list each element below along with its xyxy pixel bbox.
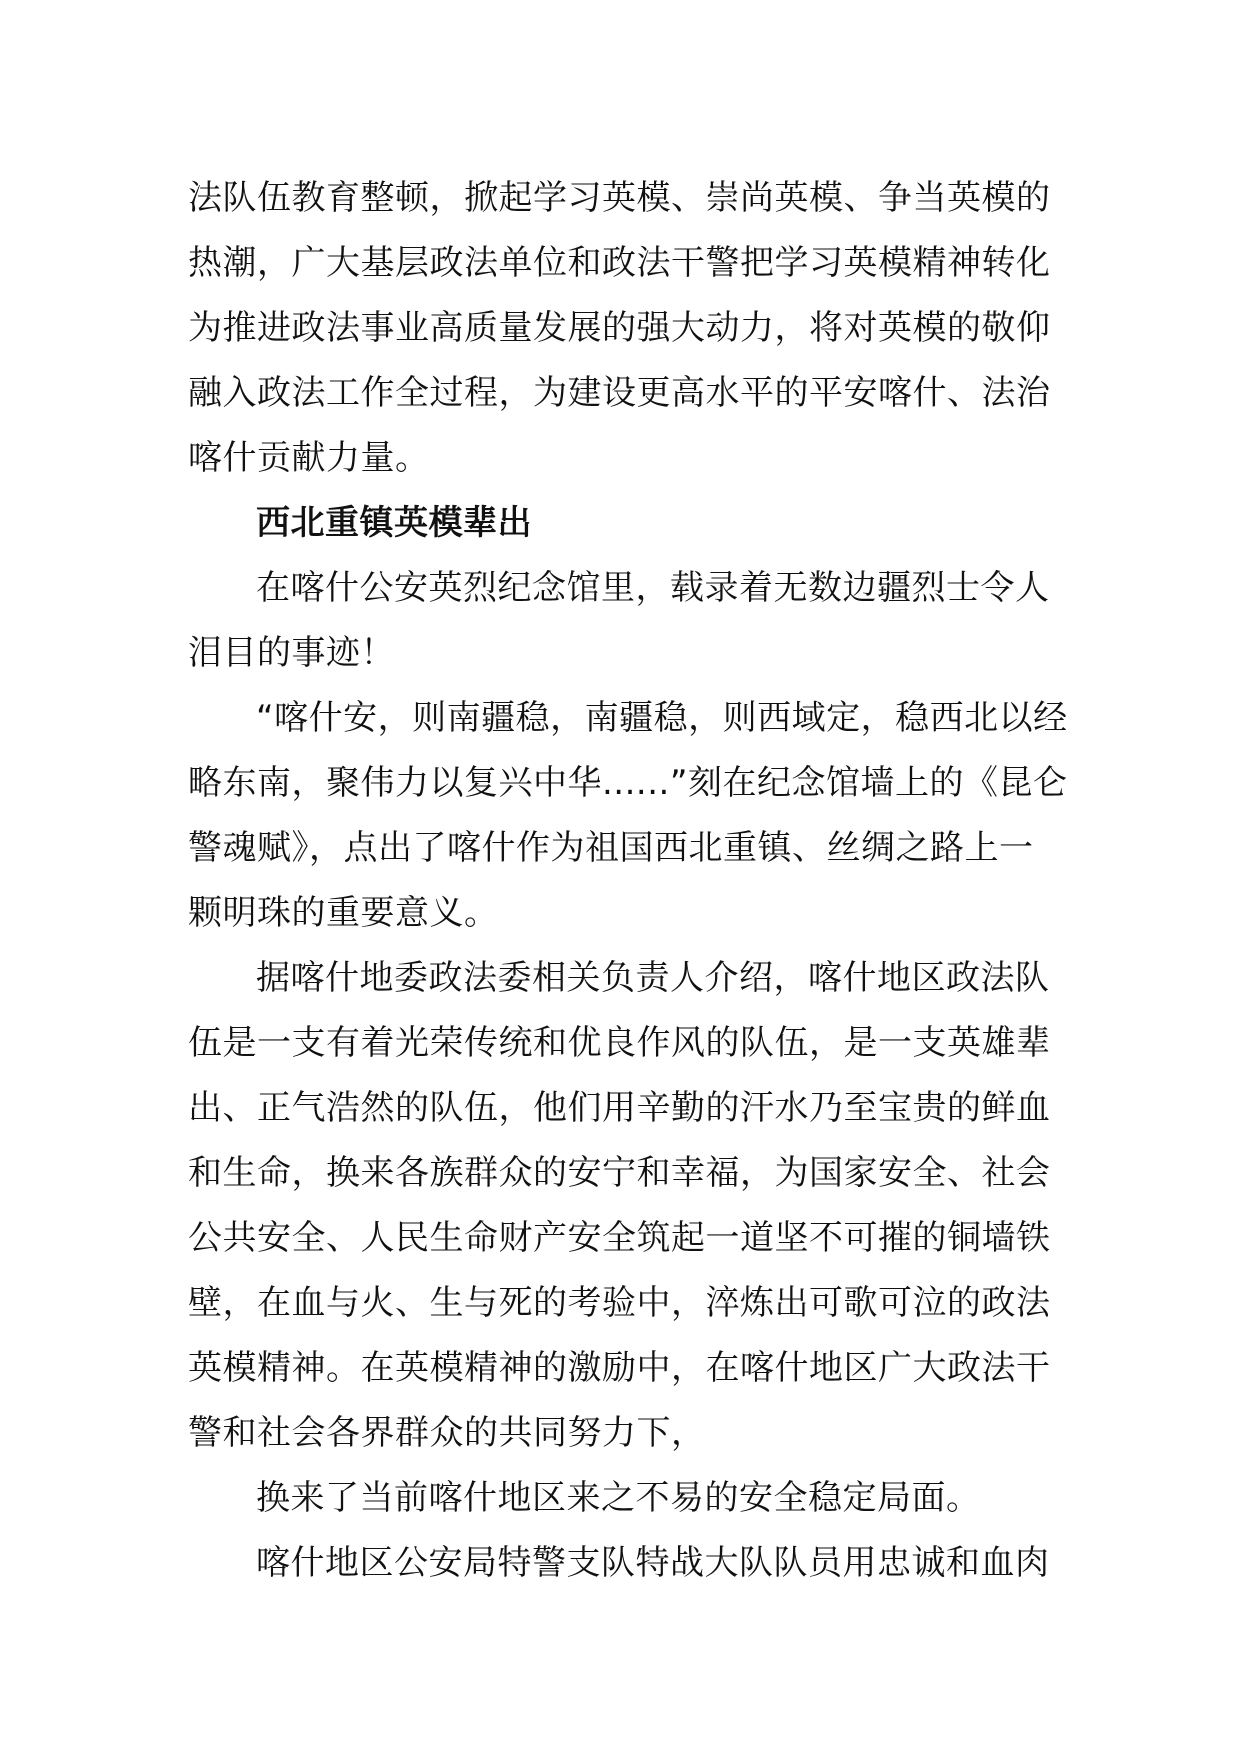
text-line: 换来了当前喀什地区来之不易的安全稳定局面。 [256,1478,981,1518]
section-heading: 西北重镇英模辈出 [256,503,532,543]
text-line: 颗明珠的重要意义。 [188,893,499,933]
text-line: 警和社会各界群众的共同努力下， [188,1413,706,1453]
text-line: 热潮，广大基层政法单位和政法干警把学习英模精神转化 [188,243,1051,283]
text-line: 喀什贡献力量。 [188,438,430,478]
text-line: 壁，在血与火、生与死的考验中，淬炼出可歌可泣的政法 [188,1283,1051,1323]
text-line: 法队伍教育整顿，掀起学习英模、崇尚英模、争当英模的 [188,178,1051,218]
text-line: 泪目的事迹！ [188,633,395,673]
text-line: “喀什安，则南疆稳，南疆稳，则西域定，稳西北以经 [256,698,1068,738]
text-line: 喀什地区公安局特警支队特战大队队员用忠诚和血肉 [256,1543,1050,1583]
text-line: 在喀什公安英烈纪念馆里，载录着无数边疆烈士令人 [256,568,1050,608]
document-body [188,166,1068,1596]
text-line: 英模精神。在英模精神的激励中，在喀什地区广大政法干 [188,1348,1051,1388]
text-line: 伍是一支有着光荣传统和优良作风的队伍，是一支英雄辈 [188,1023,1051,1063]
text-line: 融入政法工作全过程，为建设更高水平的平安喀什、法治 [188,373,1051,413]
text-line: 略东南，聚伟力以复兴中华......”刻在纪念馆墙上的《昆仑 [188,763,1068,803]
text-line: 为推进政法事业高质量发展的强大动力，将对英模的敬仰 [188,308,1051,348]
text-line: 出、正气浩然的队伍，他们用辛勤的汗水乃至宝贵的鲜血 [188,1088,1051,1128]
text-line: 公共安全、人民生命财产安全筑起一道坚不可摧的铜墙铁 [188,1218,1051,1258]
text-line: 警魂赋》，点出了喀什作为祖国西北重镇、丝绸之路上一 [188,828,1034,868]
text-line: 和生命，换来各族群众的安宁和幸福，为国家安全、社会 [188,1153,1051,1193]
text-line: 据喀什地委政法委相关负责人介绍，喀什地区政法队 [256,958,1050,998]
